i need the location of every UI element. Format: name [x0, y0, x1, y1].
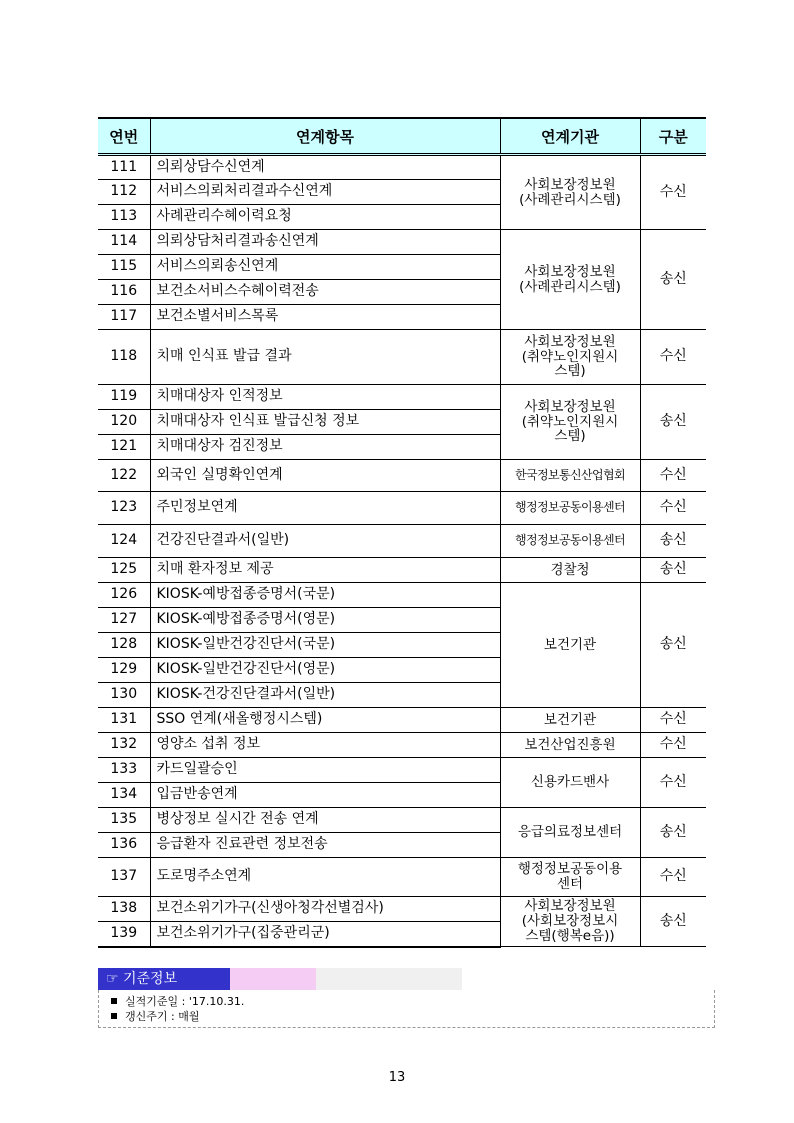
linked-organization: 사회보장정보원 (취약노인지원시 스템) — [500, 385, 640, 460]
row-number: 115 — [98, 255, 150, 280]
linkage-item: 주민정보연계 — [150, 492, 500, 525]
linkage-item: 영양소 섭취 정보 — [150, 733, 500, 758]
linkage-item: 입금반송연계 — [150, 783, 500, 808]
row-number: 122 — [98, 460, 150, 492]
row-number: 118 — [98, 330, 150, 385]
info-bar-fill — [316, 968, 462, 990]
linkage-item: 건강진단결과서(일반) — [150, 525, 500, 558]
linkage-item: 사례관리수혜이력요청 — [150, 205, 500, 230]
table-row — [98, 525, 706, 558]
header-item: 연계항목 — [150, 118, 500, 155]
linked-organization: 보건기관 — [500, 583, 640, 708]
direction-type: 송신 — [640, 525, 706, 558]
direction-type: 송신 — [640, 385, 706, 460]
linkage-item: KIOSK-예방접종증명서(영문) — [150, 608, 500, 633]
direction-type: 수신 — [640, 492, 706, 525]
table-row — [98, 330, 706, 385]
direction-type: 수신 — [640, 330, 706, 385]
row-number: 120 — [98, 410, 150, 435]
row-number: 133 — [98, 758, 150, 783]
linkage-item: 서비스의뢰처리결과수신연계 — [150, 180, 500, 205]
linkage-item: 응급환자 진료관련 정보전송 — [150, 833, 500, 858]
info-bar-accent — [230, 968, 316, 990]
table-row — [98, 897, 706, 922]
info-box — [98, 990, 715, 1028]
row-number: 131 — [98, 708, 150, 733]
linkage-item: 의뢰상담수신연계 — [150, 155, 500, 180]
linked-organization: 행정정보공동이용 센터 — [500, 858, 640, 897]
linkage-item: KIOSK-건강진단결과서(일반) — [150, 683, 500, 708]
linkage-item: KIOSK-예방접종증명서(국문) — [150, 583, 500, 608]
linked-organization: 행정정보공동이용센터 — [500, 492, 640, 525]
linked-organization: 경찰청 — [500, 558, 640, 583]
linkage-item: 보건소위기가구(집중관리군) — [150, 922, 500, 947]
row-number: 136 — [98, 833, 150, 858]
row-number: 121 — [98, 435, 150, 460]
table-row — [98, 858, 706, 897]
row-number: 124 — [98, 525, 150, 558]
linked-organization: 보건기관 — [500, 708, 640, 733]
linkage-item: KIOSK-일반건강진단서(국문) — [150, 633, 500, 658]
info-line-text: 갱신주기 : 매월 — [125, 1010, 200, 1023]
linkage-item: 보건소별서비스목록 — [150, 305, 500, 330]
direction-type: 수신 — [640, 708, 706, 733]
row-number: 138 — [98, 897, 150, 922]
header-org: 연계기관 — [500, 118, 640, 155]
linkage-item: 치매대상자 인적정보 — [150, 385, 500, 410]
linkage-item: 치매대상자 인식표 발급신청 정보 — [150, 410, 500, 435]
linked-organization: 보건산업진흥원 — [500, 733, 640, 758]
page-number: 13 — [388, 1070, 406, 1085]
direction-type: 수신 — [640, 858, 706, 897]
row-number: 117 — [98, 305, 150, 330]
row-number: 126 — [98, 583, 150, 608]
row-number: 139 — [98, 922, 150, 947]
info-bar — [98, 968, 706, 990]
linked-organization: 한국정보통신산업협회 — [500, 460, 640, 492]
header-type: 구분 — [640, 118, 706, 155]
info-line — [111, 1009, 714, 1024]
table-row — [98, 385, 706, 410]
direction-type: 송신 — [640, 583, 706, 708]
row-number: 132 — [98, 733, 150, 758]
row-number: 129 — [98, 658, 150, 683]
linkage-table — [98, 117, 706, 948]
row-number: 112 — [98, 180, 150, 205]
linkage-item: 의뢰상담처리결과송신연계 — [150, 230, 500, 255]
table-row — [98, 758, 706, 783]
direction-type: 송신 — [640, 808, 706, 858]
direction-type: 수신 — [640, 460, 706, 492]
linked-organization: 응급의료정보센터 — [500, 808, 640, 858]
linked-organization: 사회보장정보원 (취약노인지원시 스템) — [500, 330, 640, 385]
row-number: 135 — [98, 808, 150, 833]
direction-type: 송신 — [640, 558, 706, 583]
linkage-item: 보건소위기가구(신생아청각선별검사) — [150, 897, 500, 922]
table-row — [98, 492, 706, 525]
table-row — [98, 708, 706, 733]
row-number: 113 — [98, 205, 150, 230]
bullet-square-icon — [111, 1013, 117, 1019]
direction-type: 수신 — [640, 758, 706, 808]
linked-organization: 행정정보공동이용센터 — [500, 525, 640, 558]
linked-organization: 신용카드밴사 — [500, 758, 640, 808]
linkage-item: 보건소서비스수혜이력전송 — [150, 280, 500, 305]
row-number: 137 — [98, 858, 150, 897]
table-row — [98, 155, 706, 180]
info-line-text: 실적기준일 : '17.10.31. — [125, 995, 245, 1008]
header-no: 연번 — [98, 118, 150, 155]
table-row — [98, 230, 706, 255]
info-line — [111, 994, 714, 1009]
linkage-item: 치매대상자 검진정보 — [150, 435, 500, 460]
linkage-item: KIOSK-일반건강진단서(영문) — [150, 658, 500, 683]
table-row — [98, 733, 706, 758]
linked-organization: 사회보장정보원 (사례관리시스템) — [500, 230, 640, 330]
linked-organization: 사회보장정보원 (사례관리시스템) — [500, 155, 640, 230]
linkage-item: 병상정보 실시간 전송 연계 — [150, 808, 500, 833]
row-number: 116 — [98, 280, 150, 305]
linkage-item: SSO 연계(새올행정시스템) — [150, 708, 500, 733]
bullet-square-icon — [111, 998, 117, 1004]
table-row — [98, 583, 706, 608]
row-number: 111 — [98, 155, 150, 180]
row-number: 130 — [98, 683, 150, 708]
linkage-item: 외국인 실명확인연계 — [150, 460, 500, 492]
linkage-item: 치매 인식표 발급 결과 — [150, 330, 500, 385]
linkage-item: 도로명주소연계 — [150, 858, 500, 897]
info-title: ☞ 기준정보 — [98, 968, 230, 990]
direction-type: 수신 — [640, 733, 706, 758]
table-row — [98, 460, 706, 492]
direction-type: 송신 — [640, 230, 706, 330]
row-number: 127 — [98, 608, 150, 633]
linked-organization: 사회보장정보원 (사회보장정보시 스템(행복e음)) — [500, 897, 640, 947]
row-number: 123 — [98, 492, 150, 525]
table-row — [98, 558, 706, 583]
linkage-item: 서비스의뢰송신연계 — [150, 255, 500, 280]
direction-type: 수신 — [640, 155, 706, 230]
table-row — [98, 808, 706, 833]
row-number: 119 — [98, 385, 150, 410]
row-number: 125 — [98, 558, 150, 583]
direction-type: 송신 — [640, 897, 706, 947]
table-header-row — [98, 118, 706, 155]
row-number: 114 — [98, 230, 150, 255]
linkage-item: 카드일괄승인 — [150, 758, 500, 783]
linkage-item: 치매 환자정보 제공 — [150, 558, 500, 583]
row-number: 128 — [98, 633, 150, 658]
row-number: 134 — [98, 783, 150, 808]
